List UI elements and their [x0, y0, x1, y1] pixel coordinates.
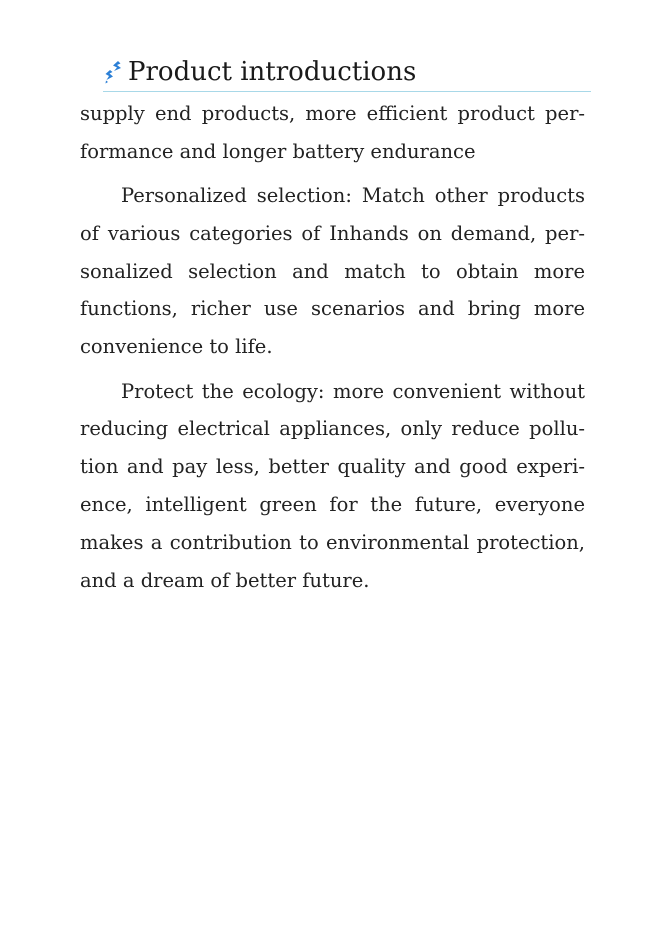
section-header — [103, 52, 591, 92]
paragraph-personalized-selection: Personalized selection: Match other products of various categories of Inhands on demand, personalized selection and match to obtain more functions, richer use scenarios and bring more convenience to life. — [80, 184, 585, 359]
paragraph-continuation: supply end products, more efficient product performance and longer battery endurance — [80, 102, 585, 163]
paragraph-protect-ecology: Protect the ecology: more convenient without reducing electrical appliances, only reduce pollution and pay less, better quality and good experience, intelligent green for the future, everyone makes a contribution to environmental protection, and a dream of better future. — [80, 379, 585, 592]
body-text — [80, 95, 585, 599]
sparkle-icon — [103, 59, 125, 85]
section-title: Product introductions — [128, 56, 417, 87]
